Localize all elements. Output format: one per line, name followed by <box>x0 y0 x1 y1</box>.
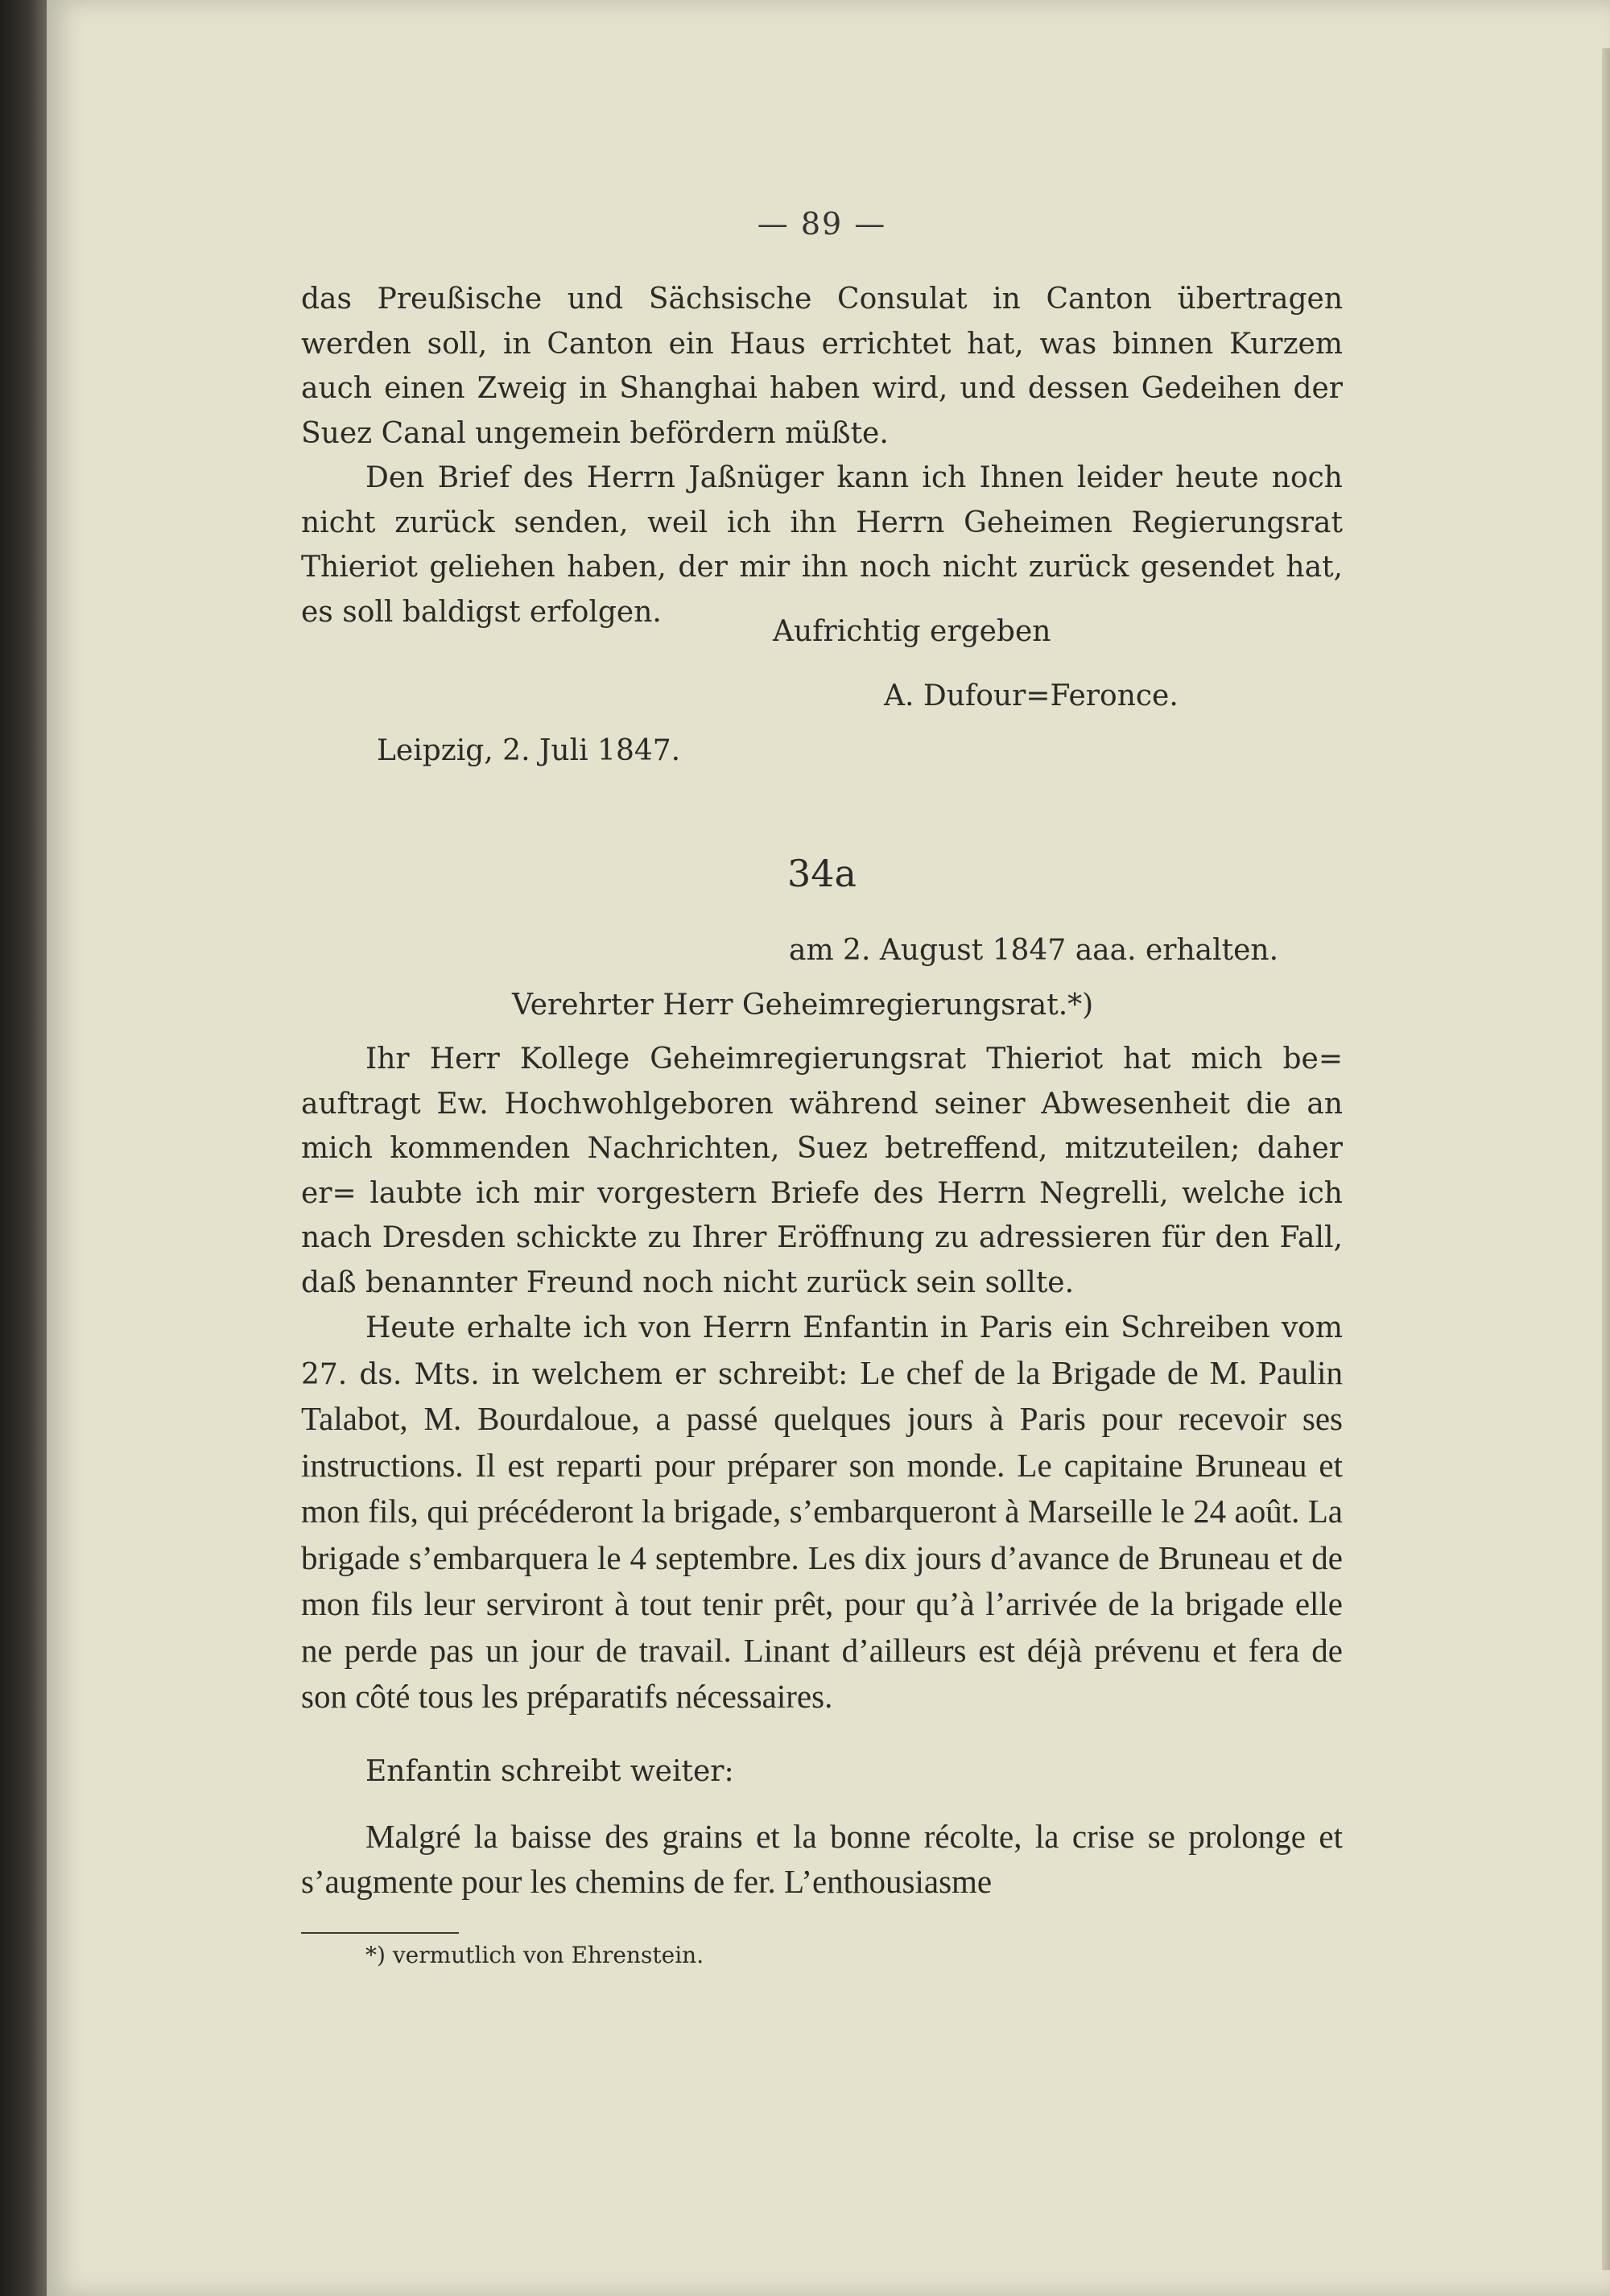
paragraph-enfantin-german: Heute erhalte ich von Herrn Enfantin in Paris ein Schreiben vom 27. ds. Mts. in welchem er schreibt: <box>301 1311 1343 1391</box>
letter-signature: A. Dufour=Feronce. <box>884 679 1179 712</box>
letter-place-date: Leipzig, 2. Juli 1847. <box>377 734 681 767</box>
paragraph-crisis: Malgré la baisse des grains et la bonne récolte, la crise se prolonge et s’augmente pour les chemins de fer. L’enthousiasme <box>301 1818 1343 1900</box>
paragraph-letter-return: Den Brief des Herrn Jaßnüger kann ich Ihnen leider heute noch nicht zurück senden, weil ich ihn Herrn Geheimen Regierungsrat Thieriot geliehen haben, der mir ihn noch nicht zurück gesendet hat, es soll baldigst erfolgen. <box>301 461 1343 629</box>
book-page <box>47 0 1610 2296</box>
book-spine <box>0 0 47 2296</box>
document-number: 34a <box>787 852 857 895</box>
received-note: am 2. August 1847 aaa. erhalten. <box>789 934 1279 967</box>
letter-salutation: Verehrter Herr Geheimregierungsrat.*) <box>512 989 1094 1022</box>
letter-closing: Aufrichtig ergeben <box>773 615 1051 648</box>
page-number: — 89 — <box>757 206 887 242</box>
enfantin-continues: Enfantin schreibt weiter: <box>365 1755 734 1788</box>
paragraph-consulate: das Preußische und Sächsische Consulat in Canton übertragen werden soll, in Canton ein Haus errichtet hat, was binnen Kurzem auch einen Zweig in Shanghai haben wird, und dessen Gedeihen der Suez Canal ungemein befördern müßte. <box>301 283 1343 450</box>
paragraph-enfantin-letter <box>301 1306 1343 1721</box>
page-edge <box>1602 48 1610 2270</box>
footnote: *) vermutlich von Ehrenstein. <box>365 1942 704 1968</box>
paragraph-commission: Ihr Herr Kollege Geheimregierungsrat Thieriot hat mich be= auftragt Ew. Hochwohlgeboren während seiner Abwesenheit die an mich kommenden Nachrichten, Suez betreffend, mitzuteilen; daher er= laubte ich mir vorgestern Briefe des Herrn Negrelli, welche ich nach Dresden schickte zu Ihrer Eröffnung zu adressieren für den Fall, daß benannter Freund noch nicht zurück sein sollte. <box>301 1043 1343 1299</box>
footnote-divider <box>301 1932 459 1934</box>
paragraph-enfantin-french: Le chef de la Brigade de M. Paulin Talabot, M. Bourdaloue, a passé quelques jours à Paris pour recevoir ses instructions. Il est reparti pour préparer son monde. Le capitaine Bruneau et mon fils, qui précéderont la brigade, s’embarqueront à Marseille le 24 août. La brigade s’embarquera le 4 septembre. Les dix jours d’avance de Bruneau et de mon fils leur serviront à tout tenir prêt, pour qu’à l’arrivée de la brigade elle ne perde pas un jour de travail. Linant d’ailleurs est déjà prévenu et fera de son côté tous les préparatifs nécessaires. <box>301 1353 1343 1715</box>
